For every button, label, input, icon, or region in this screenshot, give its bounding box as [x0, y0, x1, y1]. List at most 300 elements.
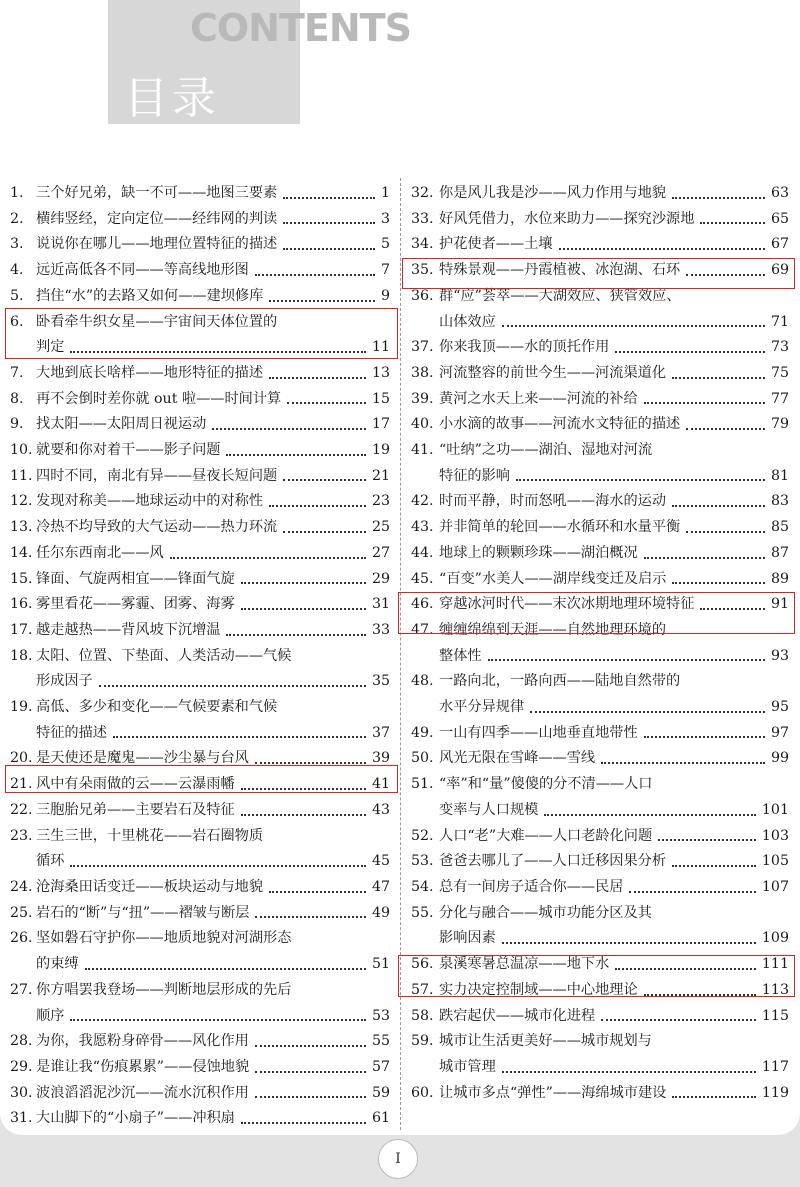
toc-entry-title: 四时不同，南北有异——昼夜长短问题: [36, 467, 278, 484]
toc-entry[interactable]: [411, 849, 789, 875]
dot-leader: [672, 1096, 756, 1098]
dot-leader: [601, 1019, 756, 1021]
dot-leader: [70, 865, 366, 867]
toc-entry-page: 17: [371, 416, 390, 433]
toc-entry[interactable]: [10, 618, 390, 644]
toc-entry-title: 跌宕起伏——城市化进程: [439, 1007, 596, 1024]
highlight-box-entry-6: [5, 308, 398, 359]
toc-entry[interactable]: [10, 1081, 390, 1107]
toc-entry-title: 顺序: [36, 1007, 65, 1024]
toc-entry-number: 44.: [411, 544, 434, 561]
toc-entry-page: 47: [371, 878, 390, 895]
toc-entry-title: 就要和你对着干——影子问题: [36, 442, 221, 459]
toc-entry-title: 你是风儿我是沙——风力作用与地貌: [439, 185, 667, 201]
toc-entry-number: 40.: [411, 416, 434, 433]
toc-entry-page: 97: [770, 724, 789, 741]
toc-entry-number: 23.: [10, 827, 33, 844]
toc-entry-page: 67: [770, 236, 789, 253]
toc-entry-page: 35: [371, 673, 390, 690]
toc-entry-number: 50.: [411, 750, 434, 767]
toc-entry-page: 43: [371, 801, 390, 818]
toc-entry[interactable]: [411, 875, 789, 901]
toc-entry[interactable]: [10, 592, 390, 618]
dot-leader: [269, 891, 366, 893]
toc-entry[interactable]: [411, 412, 789, 438]
toc-entry[interactable]: [411, 387, 789, 413]
toc-entry-title: 黄河之水天上来——河流的补给: [439, 390, 638, 407]
header-mulu-title: 目录: [124, 73, 220, 124]
toc-entry-page: 29: [371, 570, 390, 587]
page-number-badge: I: [378, 1139, 418, 1179]
toc-entry-title: 你方唱罢我登场——判断地层形成的先后: [36, 981, 292, 998]
toc-entry-page: 49: [371, 904, 390, 921]
dot-leader: [686, 531, 765, 533]
toc-entry[interactable]: [411, 361, 789, 387]
toc-entry-page: 83: [770, 493, 789, 510]
toc-entry-number: 32.: [411, 185, 434, 201]
toc-entry-title: 总有一间房子适合你——民居: [439, 878, 624, 895]
header-contents-title: CONTENTS: [190, 6, 411, 50]
toc-entry-page: 33: [371, 621, 390, 638]
toc-entry-number: 27.: [10, 981, 33, 998]
toc-entry-number: 29.: [10, 1058, 33, 1075]
dot-leader: [269, 300, 375, 302]
toc-entry-page: 103: [761, 827, 789, 844]
toc-entry-page: 65: [770, 210, 789, 227]
toc-entry-number: 45.: [411, 570, 434, 587]
toc-entry-number: 33.: [411, 210, 434, 227]
toc-entry[interactable]: [10, 258, 390, 284]
toc-entry-page: 63: [770, 185, 789, 201]
dot-leader: [283, 479, 366, 481]
dot-leader: [99, 685, 366, 687]
toc-entry-number: 56.: [411, 956, 434, 973]
toc-entry-number: 48.: [411, 673, 434, 690]
toc-entry-title: 河流整容的前世今生——河流渠道化: [439, 364, 667, 381]
toc-entry[interactable]: [411, 824, 789, 850]
toc-entry-number: 38.: [411, 364, 434, 381]
toc-entry[interactable]: [10, 824, 390, 875]
toc-entry-number: 41.: [411, 442, 434, 459]
dot-leader: [530, 711, 765, 713]
toc-entry-title: 大地到底长啥样——地形特征的描述: [36, 364, 264, 381]
toc-entry-page: 55: [371, 1033, 390, 1050]
toc-entry-page: 23: [371, 493, 390, 510]
dot-leader: [241, 608, 366, 610]
toc-entry[interactable]: [411, 489, 789, 515]
toc-entry-title: 挡住“水”的去路又如何——建坝修库: [36, 287, 264, 304]
toc-entry-page: 15: [371, 390, 390, 407]
dot-leader: [241, 582, 366, 584]
toc-entry[interactable]: [411, 232, 789, 258]
toc-entry[interactable]: [10, 207, 390, 233]
toc-entry-number: 31.: [10, 1110, 33, 1127]
dot-leader: [255, 916, 365, 918]
toc-entry[interactable]: [10, 387, 390, 413]
toc-entry-page: 9: [380, 287, 390, 304]
toc-entry[interactable]: [10, 515, 390, 541]
dot-leader: [629, 891, 755, 893]
dot-leader: [255, 762, 366, 764]
toc-entry[interactable]: [10, 926, 390, 977]
toc-entry-number: 59.: [411, 1033, 434, 1050]
dot-leader: [255, 1096, 366, 1098]
toc-entry-page: 105: [761, 853, 789, 870]
toc-entry-page: 79: [770, 416, 789, 433]
toc-entry-title: 高低、多少和变化——气候要素和气候: [36, 699, 278, 716]
toc-entry-title: 实力决定控制域——中心地理论: [439, 981, 638, 998]
toc-entry-title: 护花使者——土壤: [439, 236, 553, 253]
toc-entry-number: 57.: [411, 981, 434, 998]
dot-leader: [672, 197, 765, 199]
toc-entry-number: 52.: [411, 827, 434, 844]
toc-entry-title: 是天使还是魔鬼——沙尘暴与台风: [36, 750, 249, 767]
toc-entry-number: 3.: [10, 236, 24, 253]
toc-entry-page: 117: [761, 1058, 789, 1075]
dot-leader: [672, 582, 765, 584]
toc-entry-title: 是谁让我“伤痕累累”——侵蚀地貌: [36, 1058, 250, 1075]
toc-entry-number: 34.: [411, 236, 434, 253]
toc-entry-number: 46.: [411, 596, 434, 613]
toc-entry-number: 30.: [10, 1084, 33, 1101]
toc-entry-page: 61: [371, 1110, 390, 1127]
dot-leader: [70, 1019, 366, 1021]
toc-entry-page: 69: [770, 262, 789, 279]
toc-entry-page: 95: [770, 699, 789, 716]
toc-entry[interactable]: [10, 541, 390, 567]
toc-entry[interactable]: [411, 567, 789, 593]
dot-leader: [615, 351, 765, 353]
toc-entry-title: 影响因素: [439, 930, 496, 947]
dot-leader: [287, 402, 366, 404]
toc-entry[interactable]: [10, 181, 390, 207]
toc-entry-title: 发现对称美——地球运动中的对称性: [36, 493, 264, 510]
dot-leader: [544, 814, 756, 816]
toc-entry-page: 75: [770, 364, 789, 381]
toc-entry[interactable]: [411, 746, 789, 772]
toc-entry[interactable]: [411, 181, 789, 207]
toc-entry-page: 21: [371, 467, 390, 484]
toc-entry[interactable]: [411, 669, 789, 720]
toc-entry-title: 风中有朵雨做的云——云瀑雨幡: [36, 776, 235, 793]
toc-entry-page: 57: [371, 1058, 390, 1075]
toc-entry-title: 分化与融合——城市功能分区及其: [439, 904, 652, 921]
toc-entry-page: 89: [770, 570, 789, 587]
toc-entry[interactable]: [10, 567, 390, 593]
highlight-box-entry-56: [398, 955, 795, 997]
toc-entry-number: 28.: [10, 1033, 33, 1050]
toc-entry-title: 波浪滔滔泥沙沉——流水沉积作用: [36, 1084, 249, 1101]
toc-entry[interactable]: [10, 1055, 390, 1081]
toc-entry-number: 10.: [10, 442, 33, 459]
dot-leader: [686, 428, 765, 430]
toc-entry-page: 5: [380, 236, 390, 253]
toc-entry-title: 锋面、气旋两相宜——锋面气旋: [36, 570, 235, 587]
toc-entry-number: 9.: [10, 416, 24, 433]
toc-entry-title: 为你，我愿粉身碎骨——风化作用: [36, 1033, 249, 1050]
toc-entry-title: 爸爸去哪儿了——人口迁移因果分析: [439, 853, 667, 870]
highlight-box-entry-21: [5, 765, 398, 793]
dot-leader: [226, 634, 365, 636]
toc-entry-page: 39: [371, 750, 390, 767]
toc-entry-title: 再不会倒时差你就 out 啦——时间计算: [36, 390, 282, 407]
toc-entry[interactable]: [10, 695, 390, 746]
toc-entry-number: 8.: [10, 390, 24, 407]
toc-entry-page: 113: [761, 981, 789, 998]
dot-leader: [502, 325, 765, 327]
toc-entry-number: 15.: [10, 570, 33, 587]
dot-leader: [85, 968, 366, 970]
highlight-box-entry-35: [402, 258, 795, 289]
toc-entry-number: 24.: [10, 878, 33, 895]
dot-leader: [644, 557, 765, 559]
toc-entry-page: 73: [770, 339, 789, 356]
toc-entry-number: 20.: [10, 750, 33, 767]
toc-entry-page: 81: [770, 467, 789, 484]
toc-entry-title: 地球上的颗颗珍珠——湖泊概况: [439, 544, 638, 561]
toc-entry[interactable]: [411, 284, 789, 335]
dot-leader: [283, 197, 375, 199]
toc-entry-number: 14.: [10, 544, 33, 561]
dot-leader: [269, 377, 366, 379]
toc-entry-page: 111: [761, 956, 789, 973]
toc-entry-title: 三个好兄弟，缺一不可——地图三要素: [36, 185, 278, 201]
toc-entry-title: 三生三世，十里桃花——岩石圈物质: [36, 827, 264, 844]
toc-entry-title: 水平分异规律: [439, 699, 525, 716]
toc-entry-page: 59: [371, 1084, 390, 1101]
toc-entry[interactable]: [411, 541, 789, 567]
toc-entry-title: 说说你在哪儿——地理位置特征的描述: [36, 236, 278, 253]
toc-entry-page: 91: [770, 596, 789, 613]
toc-entry-number: 51.: [411, 776, 434, 793]
toc-entry-title: 让城市多点“弹性”——海绵城市建设: [439, 1084, 667, 1101]
toc-entry-number: 58.: [411, 1007, 434, 1024]
highlight-box-entry-46: [398, 592, 795, 634]
dot-leader: [502, 942, 756, 944]
toc-entry-number: 4.: [10, 262, 24, 279]
toc-entry[interactable]: [411, 207, 789, 233]
toc-entry-number: 35.: [411, 262, 434, 279]
toc-entry-title: 一路向北，一路向西——陆地自然带的: [439, 673, 681, 690]
dot-leader: [516, 479, 765, 481]
toc-entry-page: 31: [371, 596, 390, 613]
toc-entry-title: 沧海桑田话变迁——板块运动与地貌: [36, 878, 264, 895]
toc-entry-title: 城市管理: [439, 1058, 496, 1075]
toc-entry-number: 7.: [10, 364, 24, 381]
toc-entry-number: 11.: [10, 467, 33, 484]
toc-entry[interactable]: [10, 875, 390, 901]
toc-entry[interactable]: [10, 232, 390, 258]
toc-entry-number: 5.: [10, 287, 24, 304]
toc-entry-page: 51: [371, 956, 390, 973]
dot-leader: [255, 274, 375, 276]
toc-entry-page: 77: [770, 390, 789, 407]
toc-entry-title: 穿越冰河时代——末次冰期地理环境特征: [439, 596, 695, 613]
dot-leader: [241, 814, 366, 816]
toc-entry[interactable]: [411, 335, 789, 361]
toc-entry-page: 107: [761, 878, 789, 895]
toc-entry[interactable]: [411, 1004, 789, 1030]
dot-leader: [488, 659, 765, 661]
toc-entry-number: 53.: [411, 853, 434, 870]
toc-entry-title: 并非简单的轮回——水循环和水量平衡: [439, 519, 681, 536]
toc-entry[interactable]: [10, 284, 390, 310]
toc-entry-title: 山体效应: [439, 313, 496, 330]
toc-entry-page: 41: [371, 776, 390, 793]
toc-entry-page: 85: [770, 519, 789, 536]
dot-leader: [502, 1071, 756, 1073]
toc-entry[interactable]: [411, 721, 789, 747]
toc-entry[interactable]: [411, 515, 789, 541]
dot-leader: [170, 557, 366, 559]
dot-leader: [672, 865, 756, 867]
toc-entry-number: 13.: [10, 519, 33, 536]
toc-entry-number: 47.: [411, 621, 434, 638]
toc-entry-page: 87: [770, 544, 789, 561]
toc-entry[interactable]: [411, 901, 789, 952]
toc-entry-number: 22.: [10, 801, 33, 818]
toc-entry-title: 特征的影响: [439, 467, 510, 484]
toc-entry[interactable]: [10, 901, 390, 927]
toc-entry-number: 25.: [10, 904, 33, 921]
dot-leader: [241, 1122, 366, 1124]
toc-entry-number: 55.: [411, 904, 434, 921]
toc-entry-page: 27: [371, 544, 390, 561]
dot-leader: [700, 222, 765, 224]
toc-entry-number: 17.: [10, 621, 33, 638]
toc-entry-page: 119: [761, 1084, 789, 1101]
toc-entry-page: 13: [371, 364, 390, 381]
toc-entry-title: 坚如磐石守护你——地质地貌对河湖形态: [36, 930, 292, 947]
toc-entry[interactable]: [411, 438, 789, 489]
toc-entry-page: 7: [380, 262, 390, 279]
toc-entry-title: 特殊景观——丹霞植被、冰泡湖、石环: [439, 262, 681, 279]
dot-leader: [672, 505, 765, 507]
toc-entry-title: 城市让生活更美好——城市规划与: [439, 1033, 652, 1050]
toc-entry-page: 115: [761, 1007, 789, 1024]
dot-leader: [255, 1045, 366, 1047]
toc-entry-title: 循环: [36, 853, 65, 870]
dot-leader: [226, 454, 365, 456]
toc-entry-page: 3: [380, 210, 390, 227]
toc-entry-title: 特征的描述: [36, 724, 107, 741]
toc-entry[interactable]: [10, 489, 390, 515]
toc-entry-title: 判定: [36, 339, 65, 356]
toc-entry[interactable]: [10, 644, 390, 695]
toc-entry[interactable]: [10, 798, 390, 824]
toc-entry-title: 冷热不均导致的大气运动——热力环流: [36, 519, 278, 536]
dot-leader: [269, 505, 366, 507]
toc-entry-title: 越走越热——背风坡下沉增温: [36, 621, 221, 638]
toc-entry-title: 卧看牵牛织女星——宇宙间天体位置的: [36, 313, 278, 330]
toc-entry-title: 小水滴的故事——河流水文特征的描述: [439, 416, 681, 433]
toc-entry-number: 36.: [411, 287, 434, 304]
toc-entry-title: 三胞胎兄弟——主要岩石及特征: [36, 801, 235, 818]
toc-entry-page: 25: [371, 519, 390, 536]
toc-entry-number: 60.: [411, 1084, 434, 1101]
toc-entry-title: “百变”水美人——湖岸线变迁及启示: [439, 570, 667, 587]
toc-entry-number: 49.: [411, 724, 434, 741]
toc-entry[interactable]: [411, 1029, 789, 1080]
dot-leader: [559, 248, 765, 250]
toc-entry-title: 的束缚: [36, 956, 79, 973]
toc-entry-title: 岩石的“断”与“扭”——褶皱与断层: [36, 904, 250, 921]
toc-entry-title: 风光无限在雪峰——雪线: [439, 750, 596, 767]
toc-entry-title: 群“应”荟萃——大湖效应、狭管效应、: [439, 287, 681, 304]
dot-leader: [644, 402, 765, 404]
toc-entry-page: 93: [770, 647, 789, 664]
toc-entry-number: 6.: [10, 313, 24, 330]
toc-entry[interactable]: [10, 464, 390, 490]
toc-entry-number: 1.: [10, 185, 24, 201]
toc-entry-title: 远近高低各不同——等高线地形图: [36, 262, 249, 279]
toc-entry-number: 12.: [10, 493, 33, 510]
toc-entry[interactable]: [411, 1081, 789, 1107]
toc-entry-title: 形成因子: [36, 673, 93, 690]
toc-entry-number: 54.: [411, 878, 434, 895]
toc-entry-number: 2.: [10, 210, 24, 227]
toc-entry-number: 16.: [10, 596, 33, 613]
dot-leader: [601, 762, 765, 764]
dot-leader: [658, 839, 756, 841]
toc-entry-title: 变率与人口规模: [439, 801, 539, 818]
toc-entry-title: 大山脚下的“小扇子”——冲积扇: [36, 1110, 235, 1127]
toc-entry-title: 好风凭借力，水位来助力——探究沙源地: [439, 210, 695, 227]
toc-entry-page: 19: [371, 442, 390, 459]
toc-entry-title: 时而平静，时而怒吼——海水的运动: [439, 493, 667, 510]
toc-entry-title: “率”和“量”傻傻的分不清——人口: [439, 776, 653, 793]
toc-entry-page: 99: [770, 750, 789, 767]
toc-entry-title: 整体性: [439, 647, 482, 664]
toc-entry-page: 45: [371, 853, 390, 870]
dot-leader: [283, 222, 375, 224]
toc-entry-page: 53: [371, 1007, 390, 1024]
dot-leader: [672, 377, 765, 379]
toc-entry-title: 缠缠绵绵到天涯——自然地理环境的: [439, 621, 667, 638]
toc-entry-title: 雾里看花——雾霾、团雾、海雾: [36, 596, 235, 613]
toc-entry[interactable]: [10, 1029, 390, 1055]
toc-entry-title: 人口“老”大难——人口老龄化问题: [439, 827, 653, 844]
toc-entry-title: 你来我顶——水的顶托作用: [439, 339, 610, 356]
toc-entry-title: “吐纳”之功——湖泊、湿地对河流: [439, 442, 653, 459]
toc-entry-number: 19.: [10, 699, 33, 716]
dot-leader: [255, 1071, 366, 1073]
toc-entry[interactable]: [10, 412, 390, 438]
toc-entry[interactable]: [10, 438, 390, 464]
toc-entry[interactable]: [411, 772, 789, 823]
toc-entry-page: 37: [371, 724, 390, 741]
toc-entry-page: 71: [770, 313, 789, 330]
dot-leader: [212, 428, 366, 430]
toc-entry-number: 39.: [411, 390, 434, 407]
toc-entry-title: 太阳、位置、下垫面、人类活动——气候: [36, 647, 292, 664]
toc-entry[interactable]: [10, 1106, 390, 1132]
toc-entry-number: 43.: [411, 519, 434, 536]
toc-entry-number: 26.: [10, 930, 33, 947]
toc-entry-page: 11: [371, 339, 390, 356]
dot-leader: [283, 248, 375, 250]
toc-entry-number: 42.: [411, 493, 434, 510]
toc-entry[interactable]: [10, 361, 390, 387]
dot-leader: [283, 531, 366, 533]
toc-entry-title: 任尔东西南北——风: [36, 544, 164, 561]
dot-leader: [644, 736, 765, 738]
toc-entry[interactable]: [10, 978, 390, 1029]
toc-entry-page: 1: [380, 185, 390, 201]
toc-entry-title: 横纬竖经，定向定位——经纬网的判读: [36, 210, 278, 227]
toc-entry-title: 一山有四季——山地垂直地带性: [439, 724, 638, 741]
dot-leader: [113, 736, 366, 738]
